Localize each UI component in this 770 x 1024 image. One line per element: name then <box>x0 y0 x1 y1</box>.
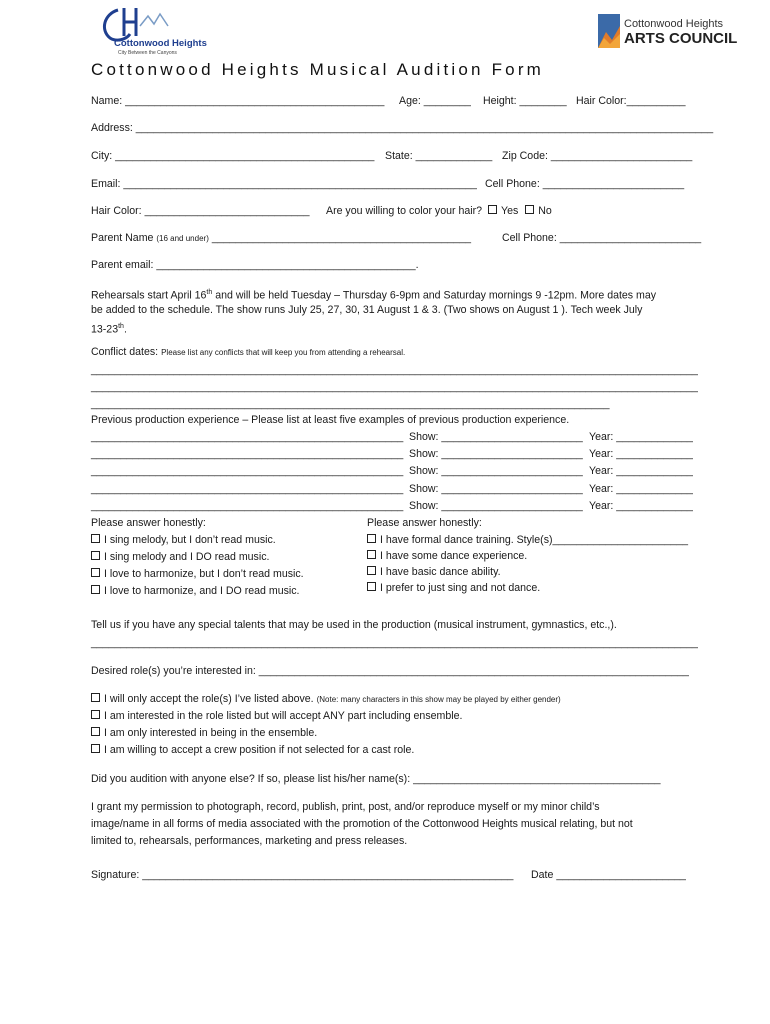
parent-email-field[interactable]: Parent email: ____________________________________________. <box>91 259 419 271</box>
talents-line[interactable]: _______________________________________________________________________________________________________ <box>91 637 698 649</box>
parent-cell-field[interactable]: Cell Phone: ________________________ <box>502 232 702 244</box>
checkbox[interactable] <box>91 534 100 543</box>
talents-question: Tell us if you have any special talents that may be used in the production (musical instrument, gymnastics, etc.,). <box>91 619 617 631</box>
checkbox[interactable] <box>367 582 376 591</box>
singing-option[interactable] <box>91 533 276 547</box>
singing-option-label: I love to harmonize, but I don’t read music. <box>104 568 304 580</box>
cell-phone-field[interactable]: Cell Phone: ________________________ <box>485 178 685 190</box>
color-hair-question <box>326 204 552 218</box>
role-option[interactable] <box>91 726 317 740</box>
singing-heading: Please answer honestly: <box>91 517 206 529</box>
rehearsal-text-3b: . <box>123 323 127 336</box>
parent-name-line: ____________________________________________ <box>211 232 472 244</box>
singing-option-label: I sing melody and I DO read music. <box>104 551 270 563</box>
dance-option[interactable] <box>367 549 527 563</box>
form-title: Cottonwood Heights Musical Audition Form <box>91 60 545 79</box>
experience-year[interactable]: Year: _____________ <box>589 465 693 477</box>
hair-color-field[interactable]: Hair Color:__________ <box>576 95 686 107</box>
checkbox[interactable] <box>367 566 376 575</box>
role-option[interactable] <box>91 692 561 707</box>
right-logo-line2: ARTS COUNCIL <box>624 30 738 47</box>
conflict-line-3[interactable]: ________________________________________________________________________________________ <box>91 398 610 410</box>
dance-heading: Please answer honestly: <box>367 517 482 529</box>
checkbox[interactable] <box>91 551 100 560</box>
experience-show[interactable]: Show: ________________________ <box>409 431 583 443</box>
rehearsal-sup-2: th <box>118 323 124 330</box>
rehearsal-line-2: be added to the schedule. The show runs July 25, 27, 30, 31 August 1 & 3. (Two shows on August 1 ). Tech week July <box>91 304 643 316</box>
dance-option-label: I have formal dance training. Style(s)_______________________ <box>380 534 689 546</box>
hair-color-field-2[interactable]: Hair Color: ____________________________ <box>91 205 310 217</box>
dance-option-label: I have basic dance ability. <box>380 566 501 578</box>
checkbox[interactable] <box>91 727 100 736</box>
experience-year[interactable]: Year: _____________ <box>589 500 693 512</box>
no-checkbox[interactable] <box>525 205 534 214</box>
experience-show[interactable]: Show: ________________________ <box>409 500 583 512</box>
yes-label: Yes <box>501 205 519 217</box>
no-label: No <box>538 205 552 217</box>
role-option-label: I will only accept the role(s) I’ve listed above. <box>104 693 314 705</box>
rehearsal-text-1a: Rehearsals start April 16 <box>91 289 207 302</box>
checkbox[interactable] <box>91 585 100 594</box>
experience-year[interactable]: Year: _____________ <box>589 448 693 460</box>
conflict-note: Please list any conflicts that will keep you from attending a rehearsal. <box>161 348 406 357</box>
cottonwood-heights-city-logo <box>96 6 207 56</box>
consent-line-3: limited to, rehearsals, performances, marketing and press releases. <box>91 835 408 847</box>
singing-option-label: I sing melody, but I don’t read music. <box>104 534 276 546</box>
conflict-label: Conflict dates: <box>91 346 159 358</box>
experience-show[interactable]: Show: ________________________ <box>409 465 583 477</box>
checkbox[interactable] <box>91 693 100 702</box>
checkbox[interactable] <box>91 710 100 719</box>
right-logo-line1: Cottonwood Heights <box>624 18 724 30</box>
role-option-label: I am willing to accept a crew position if not selected for a cast role. <box>104 744 415 756</box>
name-field[interactable]: Name: ____________________________________________ <box>91 95 385 107</box>
other-audition-field[interactable]: Did you audition with anyone else? If so, please list his/her name(s): __________________________________________ <box>91 773 661 785</box>
age-field[interactable]: Age: ________ <box>399 95 471 107</box>
experience-row-line[interactable]: _____________________________________________________ <box>91 500 404 512</box>
rehearsal-text-3a: 13-23 <box>91 323 119 336</box>
experience-row-line[interactable]: _____________________________________________________ <box>91 448 404 460</box>
singing-option[interactable] <box>91 567 304 581</box>
conflict-dates-heading <box>91 345 405 360</box>
checkbox[interactable] <box>91 568 100 577</box>
height-field[interactable]: Height: ________ <box>483 95 567 107</box>
dance-option[interactable] <box>367 533 688 547</box>
left-logo-line1: Cottonwood Heights <box>114 38 207 49</box>
email-field[interactable]: Email: ____________________________________________________________ <box>91 178 477 190</box>
role-option-label: I am only interested in being in the ensemble. <box>104 727 318 739</box>
role-option[interactable] <box>91 709 462 723</box>
rehearsal-line-3 <box>91 320 127 337</box>
parent-name-label: Parent Name <box>91 232 154 244</box>
singing-option[interactable] <box>91 550 269 564</box>
singing-option[interactable] <box>91 584 299 598</box>
experience-show[interactable]: Show: ________________________ <box>409 483 583 495</box>
dance-option-label: I prefer to just sing and not dance. <box>380 582 541 594</box>
rehearsal-line-1 <box>91 286 656 303</box>
checkbox[interactable] <box>91 744 100 753</box>
state-field[interactable]: State: _____________ <box>385 150 493 162</box>
experience-year[interactable]: Year: _____________ <box>589 431 693 443</box>
rehearsal-text-1b: and will be held Tuesday – Thursday 6-9pm and Saturday mornings 9 -12pm. More dates may <box>212 289 657 302</box>
experience-row-line[interactable]: _____________________________________________________ <box>91 431 404 443</box>
dance-option-label: I have some dance experience. <box>380 550 528 562</box>
color-hair-label: Are you willing to color your hair? <box>326 205 483 217</box>
yes-checkbox[interactable] <box>488 205 497 214</box>
conflict-line-1[interactable]: _______________________________________________________________________________________________________ <box>91 364 698 376</box>
date-field[interactable]: Date ______________________ <box>531 869 686 881</box>
parent-name-field[interactable] <box>91 231 471 246</box>
address-field[interactable]: Address: __________________________________________________________________________________________________ <box>91 122 714 134</box>
dance-option[interactable] <box>367 581 540 595</box>
experience-heading: Previous production experience – Please list at least five examples of previous production experience. <box>91 414 570 426</box>
consent-line-1: I grant my permission to photograph, record, publish, print, post, and/or reproduce myself or my minor child’s <box>91 801 600 813</box>
desired-roles-field[interactable]: Desired role(s) you’re interested in: _________________________________________________________________________ <box>91 665 689 677</box>
experience-row-line[interactable]: _____________________________________________________ <box>91 483 404 495</box>
checkbox[interactable] <box>367 550 376 559</box>
dance-option[interactable] <box>367 565 501 579</box>
city-field[interactable]: City: ____________________________________________ <box>91 150 375 162</box>
experience-year[interactable]: Year: _____________ <box>589 483 693 495</box>
signature-field[interactable]: Signature: _______________________________________________________________ <box>91 869 514 881</box>
parent-name-note: (16 and under) <box>156 234 209 243</box>
singing-option-label: I love to harmonize, and I DO read music. <box>104 585 300 597</box>
rehearsal-sup-1: th <box>206 289 213 296</box>
consent-line-2: image/name in all forms of media associated with the promotion of the Cottonwood Heights musical relating, but not <box>91 818 633 830</box>
role-option-note: (Note: many characters in this show may be played by either gender) <box>316 695 561 704</box>
zip-field[interactable]: Zip Code: ________________________ <box>502 150 693 162</box>
arts-council-logo <box>598 12 738 52</box>
role-option-label: I am interested in the role listed but will accept ANY part including ensemble. <box>104 710 463 722</box>
checkbox[interactable] <box>367 534 376 543</box>
conflict-line-2[interactable]: _______________________________________________________________________________________________________ <box>91 381 698 393</box>
experience-show[interactable]: Show: ________________________ <box>409 448 583 460</box>
role-option[interactable] <box>91 743 414 757</box>
experience-row-line[interactable]: _____________________________________________________ <box>91 465 404 477</box>
left-logo-line2: City Between the Canyons <box>118 50 177 56</box>
